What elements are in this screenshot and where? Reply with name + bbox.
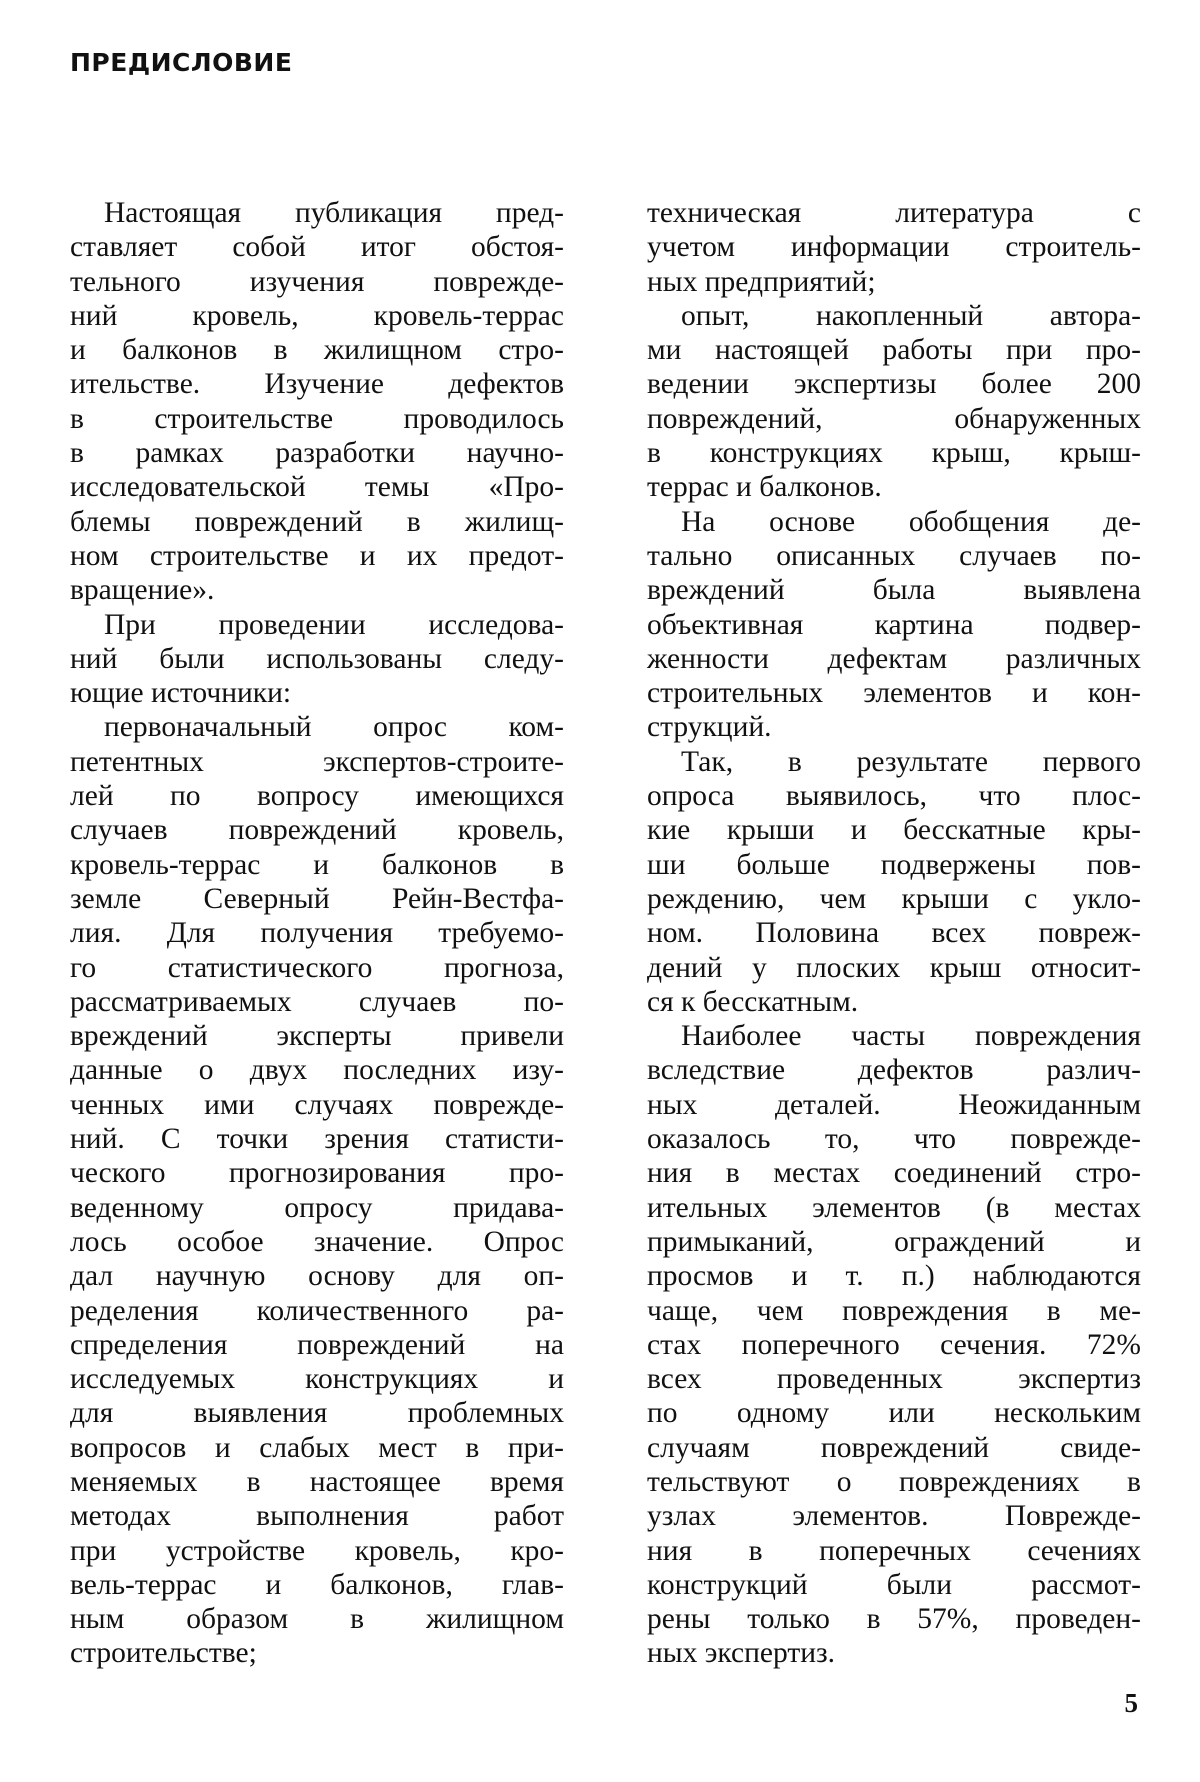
text-line: ных экспертиз. <box>647 1637 836 1670</box>
text-line: ния в поперечных сечениях <box>647 1534 1141 1567</box>
text-line: лей по вопросу имеющихся <box>70 780 564 813</box>
text-line: го статистического прогноза, <box>70 951 564 984</box>
text-column-left <box>70 196 564 1671</box>
text-line: При проведении исследова- <box>104 608 564 641</box>
text-line: чаще, чем повреждения в ме- <box>647 1294 1141 1327</box>
text-line: земле Северный Рейн-Вестфа- <box>70 882 564 915</box>
text-line: спределения повреждений на <box>70 1328 564 1361</box>
text-line: ний кровель, кровель-террас <box>70 299 564 332</box>
text-line: повреждений, обнаруженных <box>647 402 1141 435</box>
text-line: всех проведенных экспертиз <box>647 1363 1141 1396</box>
text-line: ном. Половина всех повреж- <box>647 917 1141 950</box>
text-line: женности дефектам различных <box>647 642 1141 675</box>
text-line: рассматриваемых случаев по- <box>70 985 564 1018</box>
text-line: опроса выявилось, что плос- <box>647 780 1141 813</box>
text-line: случаям повреждений свиде- <box>647 1431 1141 1464</box>
text-line: и балконов в жилищном стро- <box>70 334 564 367</box>
text-line: ставляет собой итог обстоя- <box>70 231 564 264</box>
text-line: Так, в результате первого <box>681 745 1141 778</box>
text-line: веденному опросу придава- <box>70 1191 564 1224</box>
text-line: в строительстве проводилось <box>70 402 564 435</box>
text-line: ительстве. Изучение дефектов <box>70 368 564 401</box>
text-line: тельного изучения поврежде- <box>70 265 564 298</box>
text-line: в рамках разработки научно- <box>70 437 564 470</box>
text-line: ченных ими случаях поврежде- <box>70 1088 564 1121</box>
text-line: ши больше подвержены пов- <box>647 848 1141 881</box>
text-line: ний были использованы следу- <box>70 642 564 675</box>
text-line: случаев повреждений кровель, <box>70 814 564 847</box>
text-line: тельствуют о повреждениях в <box>647 1465 1141 1498</box>
text-line: меняемых в настоящее время <box>70 1465 564 1498</box>
text-line: ределения количественного ра- <box>70 1294 564 1327</box>
text-line: вращение». <box>70 574 215 607</box>
text-line: ния в местах соединений стро- <box>647 1157 1141 1190</box>
text-line: ведении экспертизы более 200 <box>647 368 1141 401</box>
text-line: ительных элементов (в местах <box>647 1191 1141 1224</box>
text-line: объективная картина подвер- <box>647 608 1141 641</box>
text-column-right <box>647 196 1141 1671</box>
text-line: ми настоящей работы при про- <box>647 334 1141 367</box>
text-line: лия. Для получения требуемо- <box>70 917 564 950</box>
text-line: вель-террас и балконов, глав- <box>70 1568 564 1601</box>
text-line: рены только в 57%, проведен- <box>647 1603 1141 1636</box>
text-line: исследуемых конструкциях и <box>70 1363 564 1396</box>
text-line: по одному или нескольким <box>647 1397 1141 1430</box>
text-line: вреждений была выявлена <box>647 574 1141 607</box>
text-line: ных предприятий; <box>647 265 876 298</box>
text-line: лось особое значение. Опрос <box>70 1225 564 1258</box>
text-line: Наиболее часты повреждения <box>681 1020 1141 1053</box>
text-line: опыт, накопленный автора- <box>681 299 1141 332</box>
text-line: ческого прогнозирования про- <box>70 1157 564 1190</box>
text-line: кровель-террас и балконов в <box>70 848 564 881</box>
text-line: методах выполнения работ <box>70 1500 564 1533</box>
text-line: ных деталей. Неожиданным <box>647 1088 1141 1121</box>
text-line: вреждений эксперты привели <box>70 1020 564 1053</box>
text-line: для выявления проблемных <box>70 1397 564 1430</box>
text-line: ным образом в жилищном <box>70 1603 564 1636</box>
text-line: тально описанных случаев по- <box>647 539 1141 572</box>
text-line: конструкций были рассмот- <box>647 1568 1141 1601</box>
text-line: блемы повреждений в жилищ- <box>70 505 564 538</box>
text-line: петентных экспертов-строите- <box>70 745 564 778</box>
text-line: оказалось то, что поврежде- <box>647 1123 1141 1156</box>
text-line: Настоящая публикация пред- <box>104 197 564 229</box>
text-line: ющие источники: <box>70 677 292 710</box>
page-heading: ПРЕДИСЛОВИЕ <box>70 48 293 77</box>
text-line: вопросов и слабых мест в при- <box>70 1431 564 1464</box>
text-line: террас и балконов. <box>647 471 882 504</box>
text-line: примыканий, ограждений и <box>647 1225 1141 1258</box>
text-line: ний. С точки зрения статисти- <box>70 1123 564 1156</box>
text-line: дений у плоских крыш относит- <box>647 951 1141 984</box>
text-line: кие крыши и бесскатные кры- <box>647 814 1141 847</box>
text-line: реждению, чем крыши с укло- <box>647 882 1141 915</box>
text-line: просмов и т. п.) наблюдаются <box>647 1260 1141 1293</box>
page-number: 5 <box>1124 1688 1138 1718</box>
text-line: ся к бесскатным. <box>647 985 859 1018</box>
text-line: исследовательской темы «Про- <box>70 471 564 504</box>
text-line: строительстве; <box>70 1637 257 1670</box>
text-line: ном строительстве и их предот- <box>70 539 564 572</box>
text-line: стах поперечного сечения. 72% <box>647 1328 1141 1361</box>
text-line: струкций. <box>647 711 772 744</box>
text-line: первоначальный опрос ком- <box>104 711 564 744</box>
text-line: в конструкциях крыш, крыш- <box>647 437 1141 470</box>
text-line: техническая литература с <box>647 197 1141 229</box>
text-line: строительных элементов и кон- <box>647 677 1141 710</box>
text-line: узлах элементов. Поврежде- <box>647 1500 1141 1533</box>
text-line: данные о двух последних изу- <box>70 1054 564 1087</box>
text-line: На основе обобщения де- <box>681 505 1141 538</box>
text-line: учетом информации строитель- <box>647 231 1141 264</box>
text-line: дал научную основу для оп- <box>70 1260 564 1293</box>
text-line: при устройстве кровель, кро- <box>70 1534 564 1567</box>
text-line: вследствие дефектов различ- <box>647 1054 1141 1087</box>
